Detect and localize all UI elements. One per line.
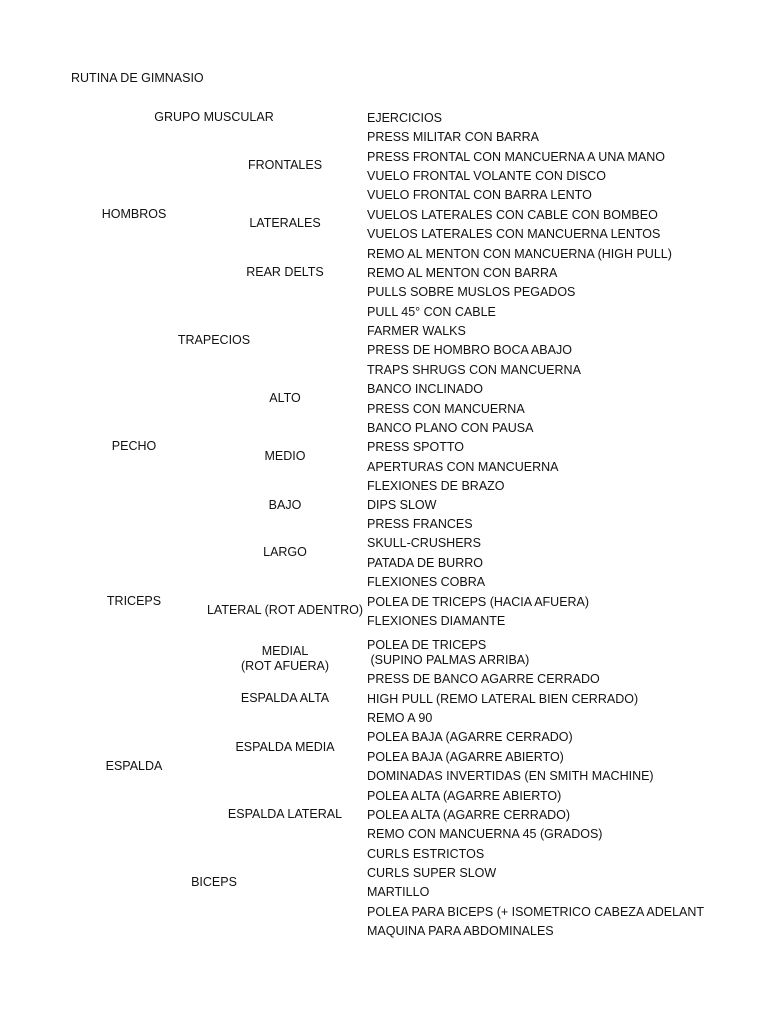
group-label: TRAPECIOS [177, 333, 251, 347]
subgroup-label: REAR DELTS [246, 265, 324, 279]
subgroup-label: FRONTALES [247, 158, 323, 172]
exercise-item: CURLS ESTRICTOS [367, 847, 485, 861]
exercise-item: PULLS SOBRE MUSLOS PEGADOS [367, 285, 576, 299]
exercise-item: CURLS SUPER SLOW [367, 866, 497, 880]
exercise-item: APERTURAS CON MANCUERNA [367, 460, 559, 474]
exercise-item: REMO AL MENTON CON BARRA [367, 266, 558, 280]
subgroup-label: MEDIAL [261, 644, 309, 658]
exercise-item: PATADA DE BURRO [367, 556, 483, 570]
subgroup-label: ESPALDA MEDIA [235, 740, 335, 754]
exercise-item: POLEA DE TRICEPS [367, 638, 487, 652]
group-label: PECHO [111, 439, 157, 453]
subgroup-label: BAJO [268, 498, 302, 512]
exercise-item: POLEA PARA BICEPS (+ ISOMETRICO CABEZA ADELANT [367, 905, 705, 919]
subgroup-label: MEDIO [264, 449, 306, 463]
exercise-item: POLEA ALTA (AGARRE CERRADO) [367, 808, 571, 822]
exercise-item: POLEA BAJA (AGARRE CERRADO) [367, 730, 573, 744]
group-label: HOMBROS [101, 207, 167, 221]
subgroup-label: (ROT AFUERA) [241, 659, 329, 673]
exercise-item: REMO A 90 [367, 711, 433, 725]
exercise-item: FLEXIONES COBRA [367, 575, 486, 589]
column-header-group: GRUPO MUSCULAR [154, 110, 274, 124]
exercise-item: VUELOS LATERALES CON CABLE CON BOMBEO [367, 208, 658, 222]
exercise-item: PRESS FRONTAL CON MANCUERNA A UNA MANO [367, 150, 665, 164]
exercise-item: MAQUINA PARA ABDOMINALES [367, 924, 554, 938]
exercise-item: POLEA BAJA (AGARRE ABIERTO) [367, 750, 564, 764]
group-label: ESPALDA [105, 759, 163, 773]
group-label: BICEPS [191, 875, 237, 889]
exercise-item: VUELO FRONTAL VOLANTE CON DISCO [367, 169, 606, 183]
exercise-item: VUELO FRONTAL CON BARRA LENTO [367, 188, 592, 202]
exercise-item: DOMINADAS INVERTIDAS (EN SMITH MACHINE) [367, 769, 654, 783]
exercise-item: BANCO PLANO CON PAUSA [367, 421, 534, 435]
document-title: RUTINA DE GIMNASIO [71, 71, 204, 85]
exercise-item: PRESS CON MANCUERNA [367, 402, 525, 416]
subgroup-label: ESPALDA LATERAL [227, 807, 343, 821]
exercise-item: PRESS DE BANCO AGARRE CERRADO [367, 672, 600, 686]
exercise-item: POLEA ALTA (AGARRE ABIERTO) [367, 789, 562, 803]
exercise-item: BANCO INCLINADO [367, 382, 483, 396]
exercise-item: VUELOS LATERALES CON MANCUERNA LENTOS [367, 227, 661, 241]
exercise-item: TRAPS SHRUGS CON MANCUERNA [367, 363, 581, 377]
column-header-exercises: EJERCICIOS [367, 111, 443, 125]
group-label: TRICEPS [106, 594, 162, 608]
exercise-item: PRESS SPOTTO [367, 440, 465, 454]
subgroup-label: ALTO [269, 391, 301, 405]
subgroup-label: LARGO [263, 545, 307, 559]
exercise-item: POLEA DE TRICEPS (HACIA AFUERA) [367, 595, 590, 609]
exercise-item: (SUPINO PALMAS ARRIBA) [367, 653, 530, 667]
exercise-item: REMO CON MANCUERNA 45 (GRADOS) [367, 827, 603, 841]
exercise-item: PRESS DE HOMBRO BOCA ABAJO [367, 343, 572, 357]
exercise-item: FARMER WALKS [367, 324, 466, 338]
exercise-item: DIPS SLOW [367, 498, 437, 512]
exercise-item: REMO AL MENTON CON MANCUERNA (HIGH PULL) [367, 247, 672, 261]
subgroup-label: ESPALDA ALTA [240, 691, 330, 705]
exercise-item: SKULL-CRUSHERS [367, 536, 481, 550]
exercise-item: MARTILLO [367, 885, 430, 899]
subgroup-label: LATERALES [249, 216, 321, 230]
exercise-item: FLEXIONES DE BRAZO [367, 479, 505, 493]
exercise-item: PRESS MILITAR CON BARRA [367, 130, 540, 144]
exercise-item: HIGH PULL (REMO LATERAL BIEN CERRADO) [367, 692, 639, 706]
exercise-item: PULL 45° CON CABLE [367, 305, 496, 319]
exercise-item: FLEXIONES DIAMANTE [367, 614, 506, 628]
exercise-item: PRESS FRANCES [367, 517, 473, 531]
subgroup-label: LATERAL (ROT ADENTRO) [206, 603, 364, 617]
